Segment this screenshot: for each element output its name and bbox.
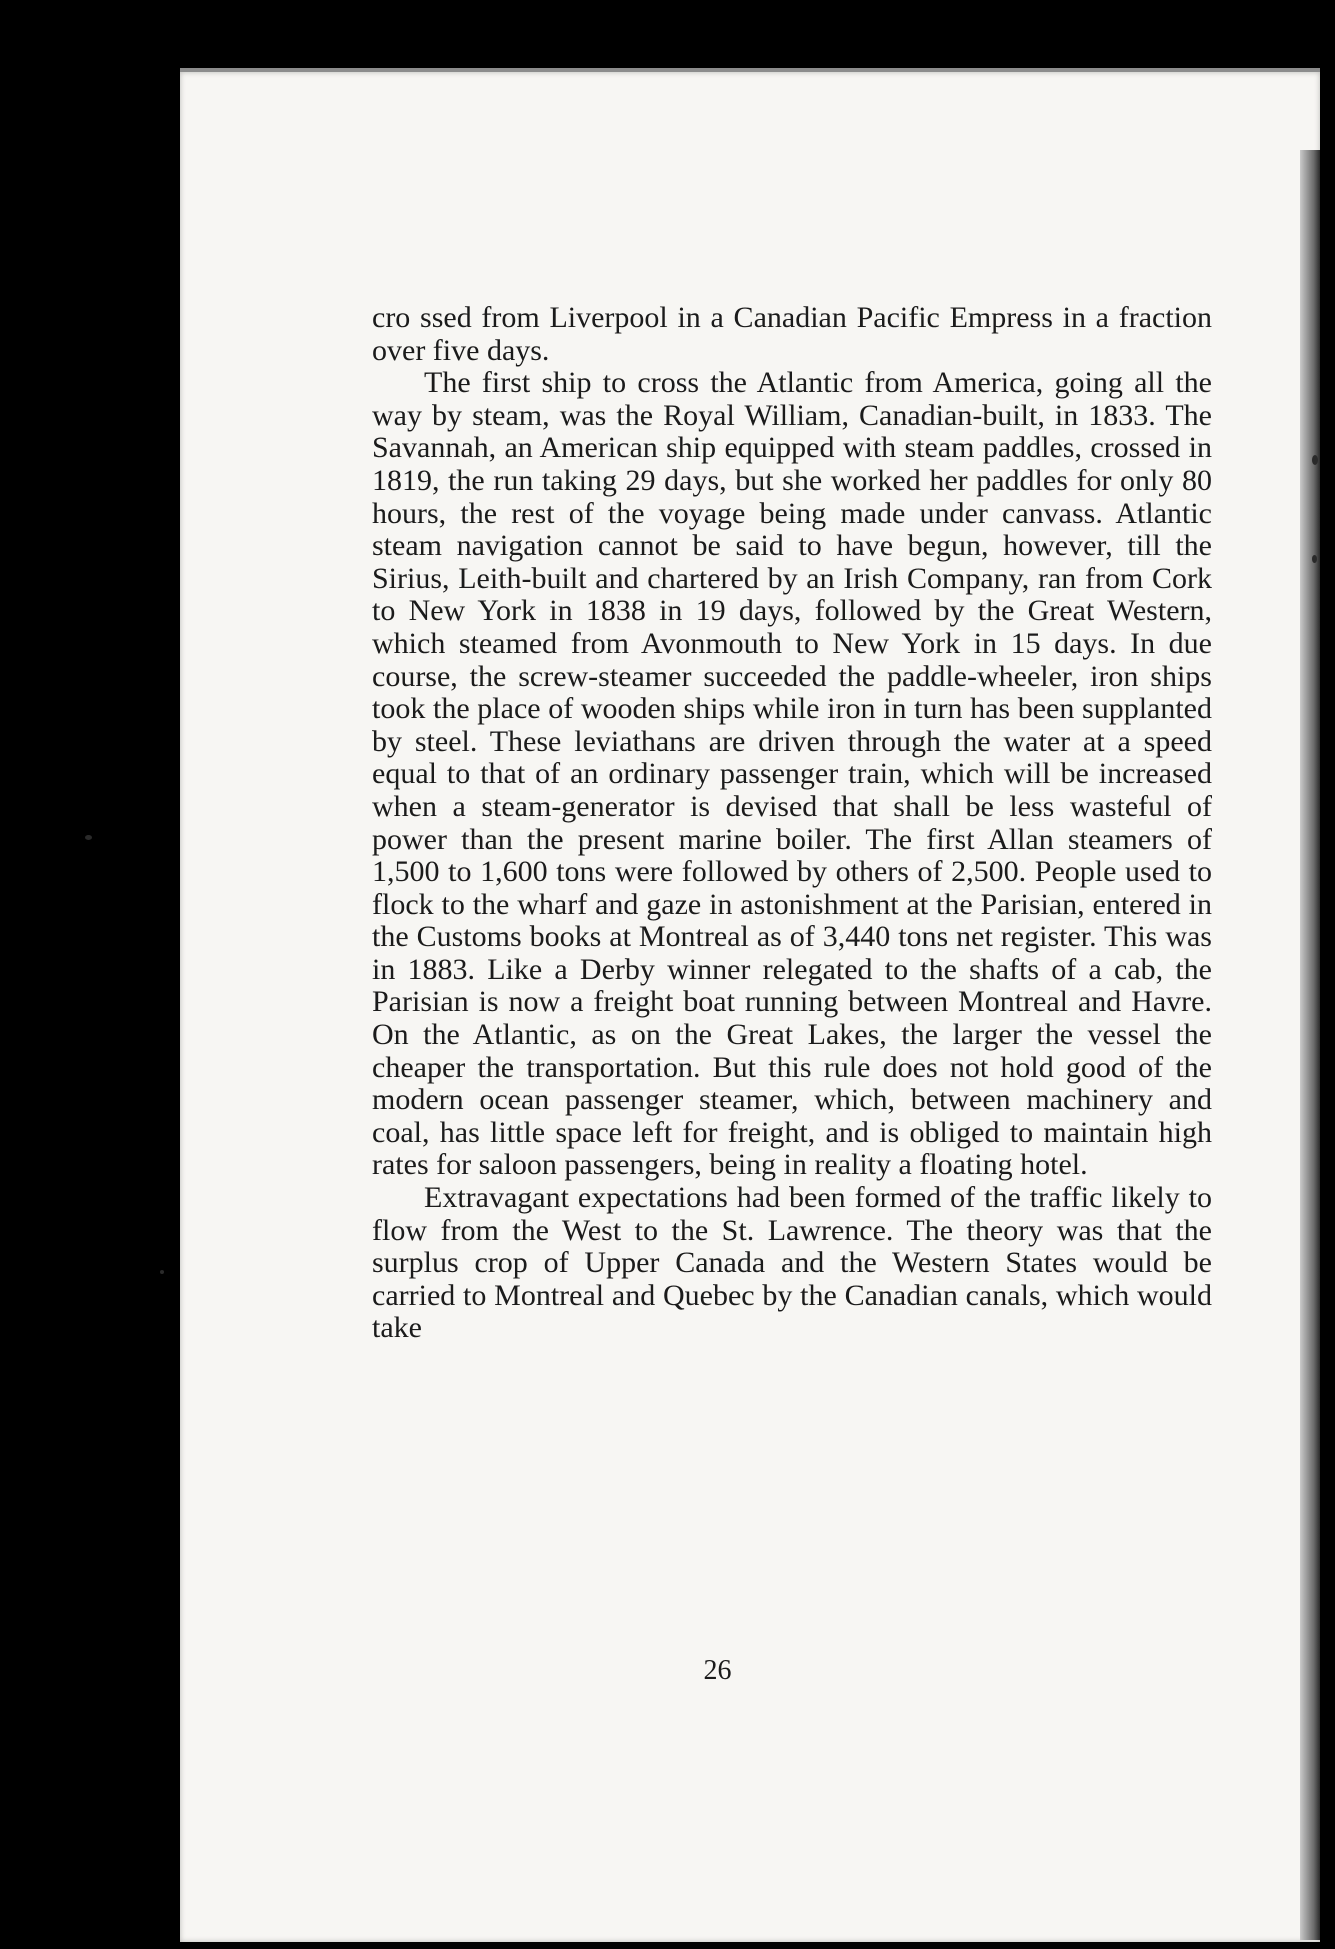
scan-speck: [1312, 555, 1317, 563]
scan-speck: [85, 835, 92, 840]
paragraph-2: The first ship to cross the Atlantic from America, going all the way by steam, was the Royal William, Canadian-built, in 1833. The Savannah, an American ship equipped with steam paddles, crossed in 1819, the run taking 29 days, but she worked her paddles for only 80 hours, the rest of the voyage being made under canvass. Atlantic steam navigation cannot be said to have begun, however, till the Sirius, Leith-built and chartered by an Irish Company, ran from Cork to New York in 1838 in 19 days, followed by the Great Western, which steamed from Avonmouth to New York in 15 days. In due course, the screw-steamer succeeded the paddle-wheeler, iron ships took the place of wooden ships while iron in turn has been supplanted by steel. These leviathans are driven through the water at a speed equal to that of an ordinary passenger train, which will be increased when a steam-generator is devised that shall be less wasteful of power than the present marine boiler. The first Allan steamers of 1,500 to 1,600 tons were followed by others of 2,500. People used to flock to the wharf and gaze in astonishment at the Parisian, entered in the Customs books at Montreal as of 3,440 tons net register. This was in 1883. Like a Derby winner relegated to the shafts of a cab, the Parisian is now a freight boat running between Montreal and Havre. On the Atlantic, as on the Great Lakes, the larger the vessel the cheaper the transportation. But this rule does not hold good of the modern ocean passenger steamer, which, between machinery and coal, has little space left for freight, and is obliged to maintain high rates for saloon passengers, being in reality a floating hotel.: [372, 366, 1212, 1182]
paragraph-3: Extravagant expectations had been formed of the traffic likely to flow from the West to the St. Lawrence. The theory was that the surplus crop of Upper Canada and the Western States would be carried to Montreal and Quebec by the Canadian canals, which would take: [372, 1181, 1212, 1345]
scan-speck: [160, 1270, 164, 1274]
scan-speck: [1312, 455, 1318, 465]
page-number: 26: [703, 1655, 732, 1686]
paragraph-1: cro ssed from Liverpool in a Canadian Pacific Empress in a fraction over five days.: [372, 301, 1212, 367]
body-text: [372, 302, 1212, 1345]
